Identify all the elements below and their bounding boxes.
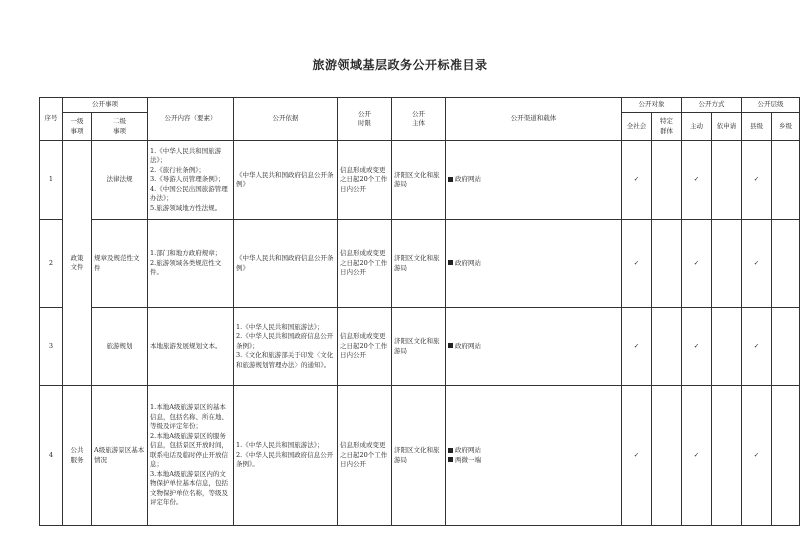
cell-township (772, 141, 800, 220)
channel-item: 两微一端 (448, 456, 619, 466)
cell-specific-group (652, 220, 682, 308)
square-bullet-icon (448, 343, 453, 348)
row-seq: 1 (40, 141, 63, 220)
header-level-group: 公开层级 (742, 98, 800, 113)
basis-line: 3.《文化和旅游部关于印发〈文化和旅游规划管理办法〉的通知》。 (236, 351, 334, 369)
header-all-society: 全社会 (622, 113, 652, 141)
check-active: ✓ (682, 220, 712, 308)
check-county: ✓ (742, 386, 772, 526)
basis-line: 《中华人民共和国政府信息公开条例》 (236, 170, 334, 188)
cell-specific-group (652, 141, 682, 220)
cell-on-request (712, 141, 742, 220)
row-seq: 4 (40, 386, 63, 526)
header-object-group: 公开对象 (622, 98, 682, 113)
row-time: 信息形成或变更之日起20个工作日内公开 (338, 386, 392, 526)
cell-township (772, 308, 800, 386)
check-county: ✓ (742, 220, 772, 308)
catalog-table (39, 97, 800, 526)
check-active: ✓ (682, 308, 712, 386)
content-line: 2.旅游领域各类规范性文件。 (150, 258, 222, 277)
row-subject: 济阳区文化和旅游局 (392, 308, 446, 386)
header-active: 主动 (682, 113, 712, 141)
row-content (148, 308, 234, 386)
cell-on-request (712, 220, 742, 308)
header-on-request: 依申请 (712, 113, 742, 141)
row-channel (446, 308, 622, 386)
row-channel (446, 386, 622, 526)
square-bullet-icon (448, 260, 453, 265)
cell-township (772, 386, 800, 526)
content-line: 5.旅游领域地方性法规。 (150, 203, 222, 212)
table-row (40, 386, 800, 526)
row-time: 信息形成或变更之日起20个工作日内公开 (338, 141, 392, 220)
row-time: 信息形成或变更之日起20个工作日内公开 (338, 220, 392, 308)
check-all-society: ✓ (622, 141, 652, 220)
row-content (148, 386, 234, 526)
row-content (148, 141, 234, 220)
cell-on-request (712, 308, 742, 386)
check-all-society: ✓ (622, 386, 652, 526)
row-basis (234, 308, 338, 386)
content-line: 1.部门和地方政府规章； (150, 249, 222, 258)
header-township: 乡级 (772, 113, 800, 141)
header-basis: 公开依据 (234, 98, 338, 141)
row-subject: 济阳区文化和旅游局 (392, 220, 446, 308)
row-seq: 2 (40, 220, 63, 308)
header-specific-group: 特定 群体 (652, 113, 682, 141)
row-level2: A级旅游景区基本情况 (92, 386, 148, 526)
row-level2: 规章及规范性文件 (92, 220, 148, 308)
content-line: 4.《中国公民出国旅游管理办法》； (150, 184, 228, 203)
square-bullet-icon (448, 448, 453, 453)
row-basis (234, 386, 338, 526)
content-line: 1.本地A级旅游景区的基本信息，包括名称、所在地、等级及评定年份； (150, 403, 228, 431)
header-item-group: 公开事项 (63, 98, 148, 113)
channel-item: 政府网站 (448, 342, 619, 352)
row-seq: 3 (40, 308, 63, 386)
row-level2: 法律法规 (92, 141, 148, 220)
header-time: 公开 时限 (338, 98, 392, 141)
basis-line: 1.《中华人民共和国旅游法》； (236, 441, 324, 450)
content-line: 2.《旅行社条例》； (150, 165, 205, 174)
row-content (148, 220, 234, 308)
row-basis (234, 220, 338, 308)
content-line: 3.《导游人员管理条例》； (150, 175, 225, 184)
content-line: 3.本地A级旅游景区内的文物保护单位基本信息，包括文物保护单位名称，等级及评定年份。 (150, 469, 228, 507)
header-county: 县级 (742, 113, 772, 141)
check-all-society: ✓ (622, 220, 652, 308)
page-title: 旅游领域基层政务公开标准目录 (312, 58, 488, 72)
cell-on-request (712, 386, 742, 526)
basis-line: 1.《中华人民共和国旅游法》； (236, 322, 324, 331)
header-seq: 序号 (40, 98, 63, 141)
content-line: 1.《中华人民共和国旅游法》； (150, 146, 222, 165)
check-active: ✓ (682, 386, 712, 526)
check-county: ✓ (742, 308, 772, 386)
header-subject: 公开 主体 (392, 98, 446, 141)
group-policy: 政策 文件 (63, 141, 92, 386)
table-row (40, 141, 800, 220)
row-basis (234, 141, 338, 220)
group-public-service: 公共 服务 (63, 386, 92, 526)
table-row (40, 308, 800, 386)
cell-township (772, 220, 800, 308)
row-channel (446, 141, 622, 220)
row-subject: 济阳区文化和旅游局 (392, 141, 446, 220)
square-bullet-icon (448, 457, 453, 462)
content-line: 本地旅游发展规划文本。 (150, 341, 222, 350)
check-all-society: ✓ (622, 308, 652, 386)
cell-specific-group (652, 308, 682, 386)
channel-item: 政府网站 (448, 175, 619, 185)
check-county: ✓ (742, 141, 772, 220)
header-channel: 公开渠道和载体 (446, 98, 622, 141)
header-level1: 一级 事项 (63, 113, 92, 141)
content-line: 2.本地A级旅游景区的服务信息，包括景区开放时间，联系电话及临时停止开放信息； (150, 431, 228, 469)
channel-item: 政府网站 (448, 446, 619, 456)
basis-line: 《中华人民共和国政府信息公开条例》 (236, 254, 334, 272)
basis-line: 2.《中华人民共和国政府信息公开条例》。 (236, 450, 334, 469)
cell-specific-group (652, 386, 682, 526)
square-bullet-icon (448, 177, 453, 182)
row-time: 信息形成或变更之日起20个工作日内公开 (338, 308, 392, 386)
header-method-group: 公开方式 (682, 98, 742, 113)
basis-line: 2.《中华人民共和国政府信息公开条例》； (236, 332, 334, 350)
header-level2: 二级 事项 (92, 113, 148, 141)
row-channel (446, 220, 622, 308)
check-active: ✓ (682, 141, 712, 220)
channel-item: 政府网站 (448, 259, 619, 269)
row-subject: 济阳区文化和旅游局 (392, 386, 446, 526)
row-level2: 旅游规划 (92, 308, 148, 386)
header-content: 公开内容（要素） (148, 98, 234, 141)
table-row (40, 220, 800, 308)
